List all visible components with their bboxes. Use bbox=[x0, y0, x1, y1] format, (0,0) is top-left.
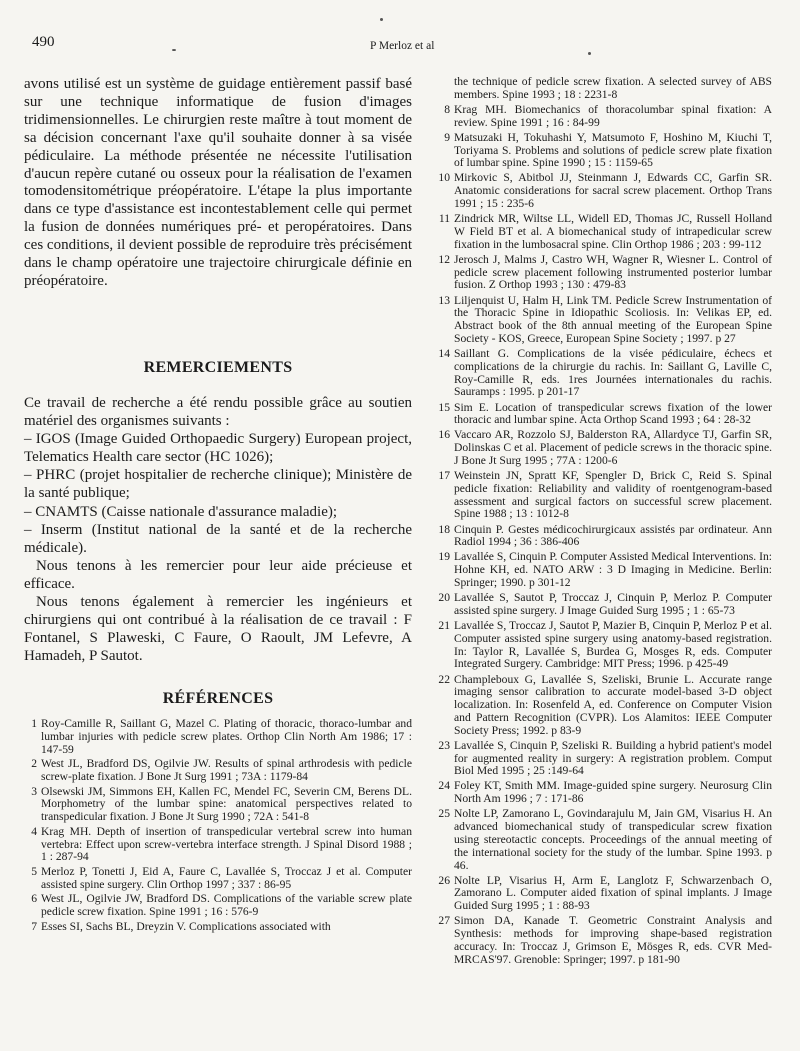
reference-item bbox=[428, 254, 772, 292]
reference-number: 27 bbox=[438, 914, 450, 928]
reference-item bbox=[428, 132, 772, 170]
reference-number: 10 bbox=[438, 171, 450, 185]
reference-text: Olsewski JM, Simmons EH, Kallen FC, Mendel FC, Severin CM, Berens DL. Morphometry of the lumbar spine: anatomical perspectives related to transpedicular fixation. J Bone Jt Surg 1990 ; 72A : 541-8 bbox=[41, 784, 412, 824]
acknowledgements-heading: REMERCIEMENTS bbox=[143, 359, 293, 376]
reference-text: Merloz P, Tonetti J, Eid A, Faure C, Lavallée S, Troccaz J et al. Computer assisted spine surgery. Clin Orthop 1997 ; 337 : 86-95 bbox=[41, 864, 412, 891]
reference-number: 3 bbox=[31, 784, 37, 798]
reference-item bbox=[428, 470, 772, 521]
reference-text: Lavallée S, Cinquin P. Computer Assisted Medical Interventions. In: Hohne KH, ed. NATO ARW : 3 D Imaging in Medicine. Berlin: Springer; 1990. p 301-12 bbox=[454, 550, 772, 590]
reference-text: Nolte LP, Visarius H, Arm E, Langlotz F, Schwarzenbach O, Zamorano L. Computer aided fixation of spinal implants. J Image Guided Surg 1995 ; 1 : 88-93 bbox=[454, 873, 772, 913]
reference-item bbox=[428, 213, 772, 251]
reference-number: 7 bbox=[31, 919, 37, 933]
funding-list bbox=[24, 430, 412, 557]
reference-text: Nolte LP, Zamorano L, Govindarajulu M, Jain GM, Visarius H. An advanced biomechanical study of transpedicular screw fixation using stereotactic concepts. Proceedings of the annual meeting of the international society for the study of the lumbar. Spine 1993. p 46. bbox=[454, 807, 772, 872]
reference-number: 20 bbox=[438, 591, 450, 605]
reference-number: 23 bbox=[438, 738, 450, 752]
reference-text: Lavallée S, Cinquin P, Szeliski R. Building a hybrid patient's model for augmented reality in surgery: A registration problem. Comput Biol Med 1995 ; 25 :149-64 bbox=[454, 738, 772, 778]
reference-text: Vaccaro AR, Rozzolo SJ, Balderston RA, Allardyce TJ, Garfin SR, Dolinskas C et al. Placement of pedicle screws in the thoracic spine. J Bone Jt Surg 1995 ; 77A : 1200-6 bbox=[454, 428, 772, 467]
reference-number: 21 bbox=[438, 619, 450, 633]
reference-number: 24 bbox=[438, 779, 450, 793]
reference-number: 26 bbox=[438, 873, 450, 887]
reference-item bbox=[24, 826, 412, 864]
reference-text: Roy-Camille R, Saillant G, Mazel C. Plating of thoracic, thoraco-lumbar and lumbar injuries with pedicle screw plates. Orthop Clin North Am 1986; 17 : 147-59 bbox=[41, 717, 412, 756]
reference-number: 5 bbox=[31, 864, 37, 878]
reference-item bbox=[24, 718, 412, 756]
reference-text: Liljenquist U, Halm H, Link TM. Pedicle Screw Instrumentation of the Thoracic Spine in Idiopathic Scoliosis. In: Velikas EP, ed. Abstract book of the 8th annual meeting of the European Spine Society - KOS, Greece, European Spine Society ; 1997. p 27 bbox=[454, 293, 772, 345]
reference-item bbox=[428, 592, 772, 618]
reference-number: 22 bbox=[438, 672, 450, 686]
reference-number: 14 bbox=[438, 347, 450, 361]
reference-number: 1 bbox=[31, 717, 37, 730]
page-header bbox=[0, 34, 800, 54]
acknowledgements-intro: Ce travail de recherche a été rendu possible grâce au soutien matériel des organismes suivants : bbox=[24, 395, 412, 430]
running-head: P Merloz et al bbox=[370, 40, 435, 52]
reference-text: Krag MH. Biomechanics of thoracolumbar spinal fixation: A review. Spine 1991 ; 16 : 84-99 bbox=[454, 102, 772, 129]
reference-text: Mirkovic S, Abitbol JJ, Steinmann J, Edwards CC, Garfin SR. Anatomic considerations for sacral screw placement. Orthop Trans 1991 ; 15 : 235-6 bbox=[454, 171, 772, 211]
reference-item bbox=[428, 104, 772, 130]
references-right-list bbox=[428, 76, 772, 967]
reference-text: Champleboux G, Lavallée S, Szeliski, Brunie L. Accurate range imaging sensor calibration to accurate model-based 3-D object localization. In: Rosenfeld A, ed. Conference on Computer Vision and Pattern Recognition (CVPR). Los Alamitos: IEEE Computer Society Press; 1992. p 83-9 bbox=[454, 672, 772, 737]
reference-text: Zindrick MR, Wiltse LL, Widell ED, Thomas JC, Russell Holland W Field BT et al. A biomechanical study of intrapedicular screw fixation in the lumbosacral spine. Clin Orthop 1986 ; 203 : 99-112 bbox=[454, 212, 772, 251]
reference-item bbox=[428, 524, 772, 550]
scan-speck bbox=[588, 52, 591, 55]
reference-text: Krag MH. Depth of insertion of transpedicular vertebral screw into human vertebra: Effect upon screw-vertebra interface strength. J Spinal Disord 1988 ; 1 : 287-94 bbox=[41, 824, 412, 864]
references-heading: RÉFÉRENCES bbox=[162, 690, 274, 707]
reference-number: 19 bbox=[438, 550, 450, 564]
intro-paragraph: avons utilisé est un système de guidage entièrement passif basé sur une technique informatique de fusion d'images tridimensionnelles. Le chirurgien reste maître à tout moment de sa décision concernant l'axe qu'il souhaite donner à sa visée pédiculaire. La méthode présentée ne nécessite l'utilisation d'aucun repère cutané ou osseux pour la réalisation de l'examen tomodensitométrique préopératoire. L'étape la plus importante dans ce type d'assistance est incontestablement celle qui permet la fusion de données numériques pré- et peropératoires. Dans ces conditions, il devient possible de reproduire très précisément dans le champ opératoire une trajectoire chirurgicale définie en préopératoire. bbox=[24, 76, 412, 289]
reference-item bbox=[428, 674, 772, 738]
funding-item: – IGOS (Image Guided Orthopaedic Surgery) European project, Telematics Health care sector (HC 1026); bbox=[24, 431, 412, 466]
reference-number: 16 bbox=[438, 428, 450, 442]
reference-number: 18 bbox=[438, 522, 450, 536]
references-left-list bbox=[24, 718, 412, 935]
reference-text: West JL, Ogilvie JW, Bradford DS. Complications of the variable screw plate pedicle screw fixation. Spine 1991 ; 16 : 576-9 bbox=[41, 892, 412, 919]
reference-number: 6 bbox=[31, 892, 37, 906]
reference-number: 12 bbox=[438, 252, 450, 266]
reference-number: 15 bbox=[438, 400, 450, 414]
thanks-paragraph: Nous tenons également à remercier les ingénieurs et chirurgiens qui ont contribué à la réalisation de ce travail : F Fontanel, S Plaweski, C Faure, O Raoult, JM Lefevre, A Hamadeh, P Sautot. bbox=[24, 594, 412, 665]
reference-number: 25 bbox=[438, 807, 450, 821]
reference-item bbox=[24, 758, 412, 784]
reference-item bbox=[24, 893, 412, 919]
reference-number: 13 bbox=[438, 293, 450, 307]
thanks-paragraph: Nous tenons à les remercier pour leur aide précieuse et efficace. bbox=[24, 557, 412, 592]
reference-number: 4 bbox=[31, 824, 37, 838]
acknowledgements-body bbox=[24, 394, 412, 665]
reference-number: 9 bbox=[444, 130, 450, 144]
reference-item bbox=[428, 620, 772, 671]
reference-text: West JL, Bradford DS, Ogilvie JW. Results of spinal arthrodesis with pedicle screw-plate fixation. J Bone Jt Surg 1991 ; 73A : 1179-84 bbox=[41, 757, 412, 783]
reference-text: Esses SI, Sachs BL, Dreyzin V. Complications associated with bbox=[41, 919, 331, 933]
reference-item bbox=[428, 402, 772, 428]
reference-item bbox=[428, 780, 772, 806]
scan-speck bbox=[380, 18, 383, 21]
reference-text: Weinstein JN, Spratt KF, Spengler D, Brick C, Reid S. Spinal pedicle fixation: Reliability and validity of roentgenogram-based assessment and surgical factors on successful screw placement. Spine 1988 ; 13 : 1012-8 bbox=[454, 469, 772, 521]
reference-item bbox=[428, 76, 772, 102]
reference-number: 2 bbox=[31, 757, 37, 771]
reference-item bbox=[428, 808, 772, 872]
reference-number: 8 bbox=[444, 102, 450, 116]
funding-item: – CNAMTS (Caisse nationale d'assurance maladie); bbox=[24, 503, 338, 520]
reference-text: Saillant G. Complications de la visée pédiculaire, échecs et complications de la chirurgie du rachis. In: Saillant G, Laville C, Roy-Camille R, eds. 1res Journées internationales du rachis. Sauramps : 1995. p 201-17 bbox=[454, 347, 772, 399]
page-number: 490 bbox=[32, 34, 55, 50]
reference-text: Sim E. Location of transpedicular screws fixation of the lower thoracic and lumbar spine. Acta Orthop Scand 1993 ; 64 : 28-32 bbox=[454, 400, 772, 427]
reference-text: Jerosch J, Malms J, Castro WH, Wagner R, Wiesner L. Control of pedicle screw placement following instrumented posterior lumbar fusion. Z Orthop 1993 ; 130 : 479-83 bbox=[454, 252, 772, 292]
reference-number: 17 bbox=[438, 469, 450, 483]
reference-text: Cinquin P. Gestes médicochirurgicaux assistés par ordinateur. Ann Radiol 1994 ; 36 : 386-406 bbox=[454, 522, 772, 549]
reference-item bbox=[428, 429, 772, 467]
reference-item bbox=[24, 786, 412, 824]
reference-text: Matsuzaki H, Tokuhashi Y, Matsumoto F, Hoshino M, Kiuchi T, Toriyama S. Problems and solutions of pedicle screw plate fixation of lumbar spine. Spine 1990 ; 15 : 1159-65 bbox=[454, 130, 772, 170]
scan-speck bbox=[172, 49, 176, 51]
reference-text: Foley KT, Smith MM. Image-guided spine surgery. Neurosurg Clin North Am 1996 ; 7 : 171-86 bbox=[454, 779, 772, 806]
reference-item bbox=[24, 866, 412, 892]
reference-text: Simon DA, Kanade T. Geometric Constraint Analysis and Synthesis: methods for improving shape-based registration accuracy. In: Troccaz J, Grimson E, Mösges R, eds. CVR Med-MRCAS'97. Grenoble: Springer; 1997. p 181-90 bbox=[454, 914, 772, 966]
reference-item bbox=[24, 921, 412, 934]
reference-number: 11 bbox=[438, 212, 450, 226]
left-column bbox=[24, 76, 412, 933]
funding-item: – PHRC (projet hospitalier de recherche clinique); Ministère de la santé publique; bbox=[24, 467, 412, 502]
reference-item bbox=[428, 915, 772, 966]
reference-item bbox=[428, 740, 772, 778]
reference-number bbox=[428, 76, 454, 102]
reference-item bbox=[428, 875, 772, 913]
reference-item bbox=[428, 551, 772, 589]
reference-text: Lavallée S, Troccaz J, Sautot P, Mazier B, Cinquin P, Merloz P et al. Computer assisted spine surgery using anatomy-based registration. In: Taylor R, Lavallée S, Burdea G, Mosges R, eds. Computer Integrated Surgery. Cambridge: MIT Press; 1996. p 425-49 bbox=[454, 619, 772, 671]
reference-item bbox=[428, 295, 772, 346]
reference-item bbox=[428, 172, 772, 210]
reference-item bbox=[428, 348, 772, 399]
reference-text: the technique of pedicle screw fixation. A selected survey of ABS members. Spine 1993 ; 18 : 2231-8 bbox=[454, 75, 772, 101]
right-column bbox=[428, 76, 772, 969]
funding-item: – Inserm (Institut national de la santé et de la recherche médicale). bbox=[24, 521, 412, 556]
reference-text: Lavallée S, Sautot P, Troccaz J, Cinquin P, Merloz P. Computer assisted spine surgery. J Image Guided Surg 1995 ; 1 : 65-73 bbox=[454, 591, 772, 617]
